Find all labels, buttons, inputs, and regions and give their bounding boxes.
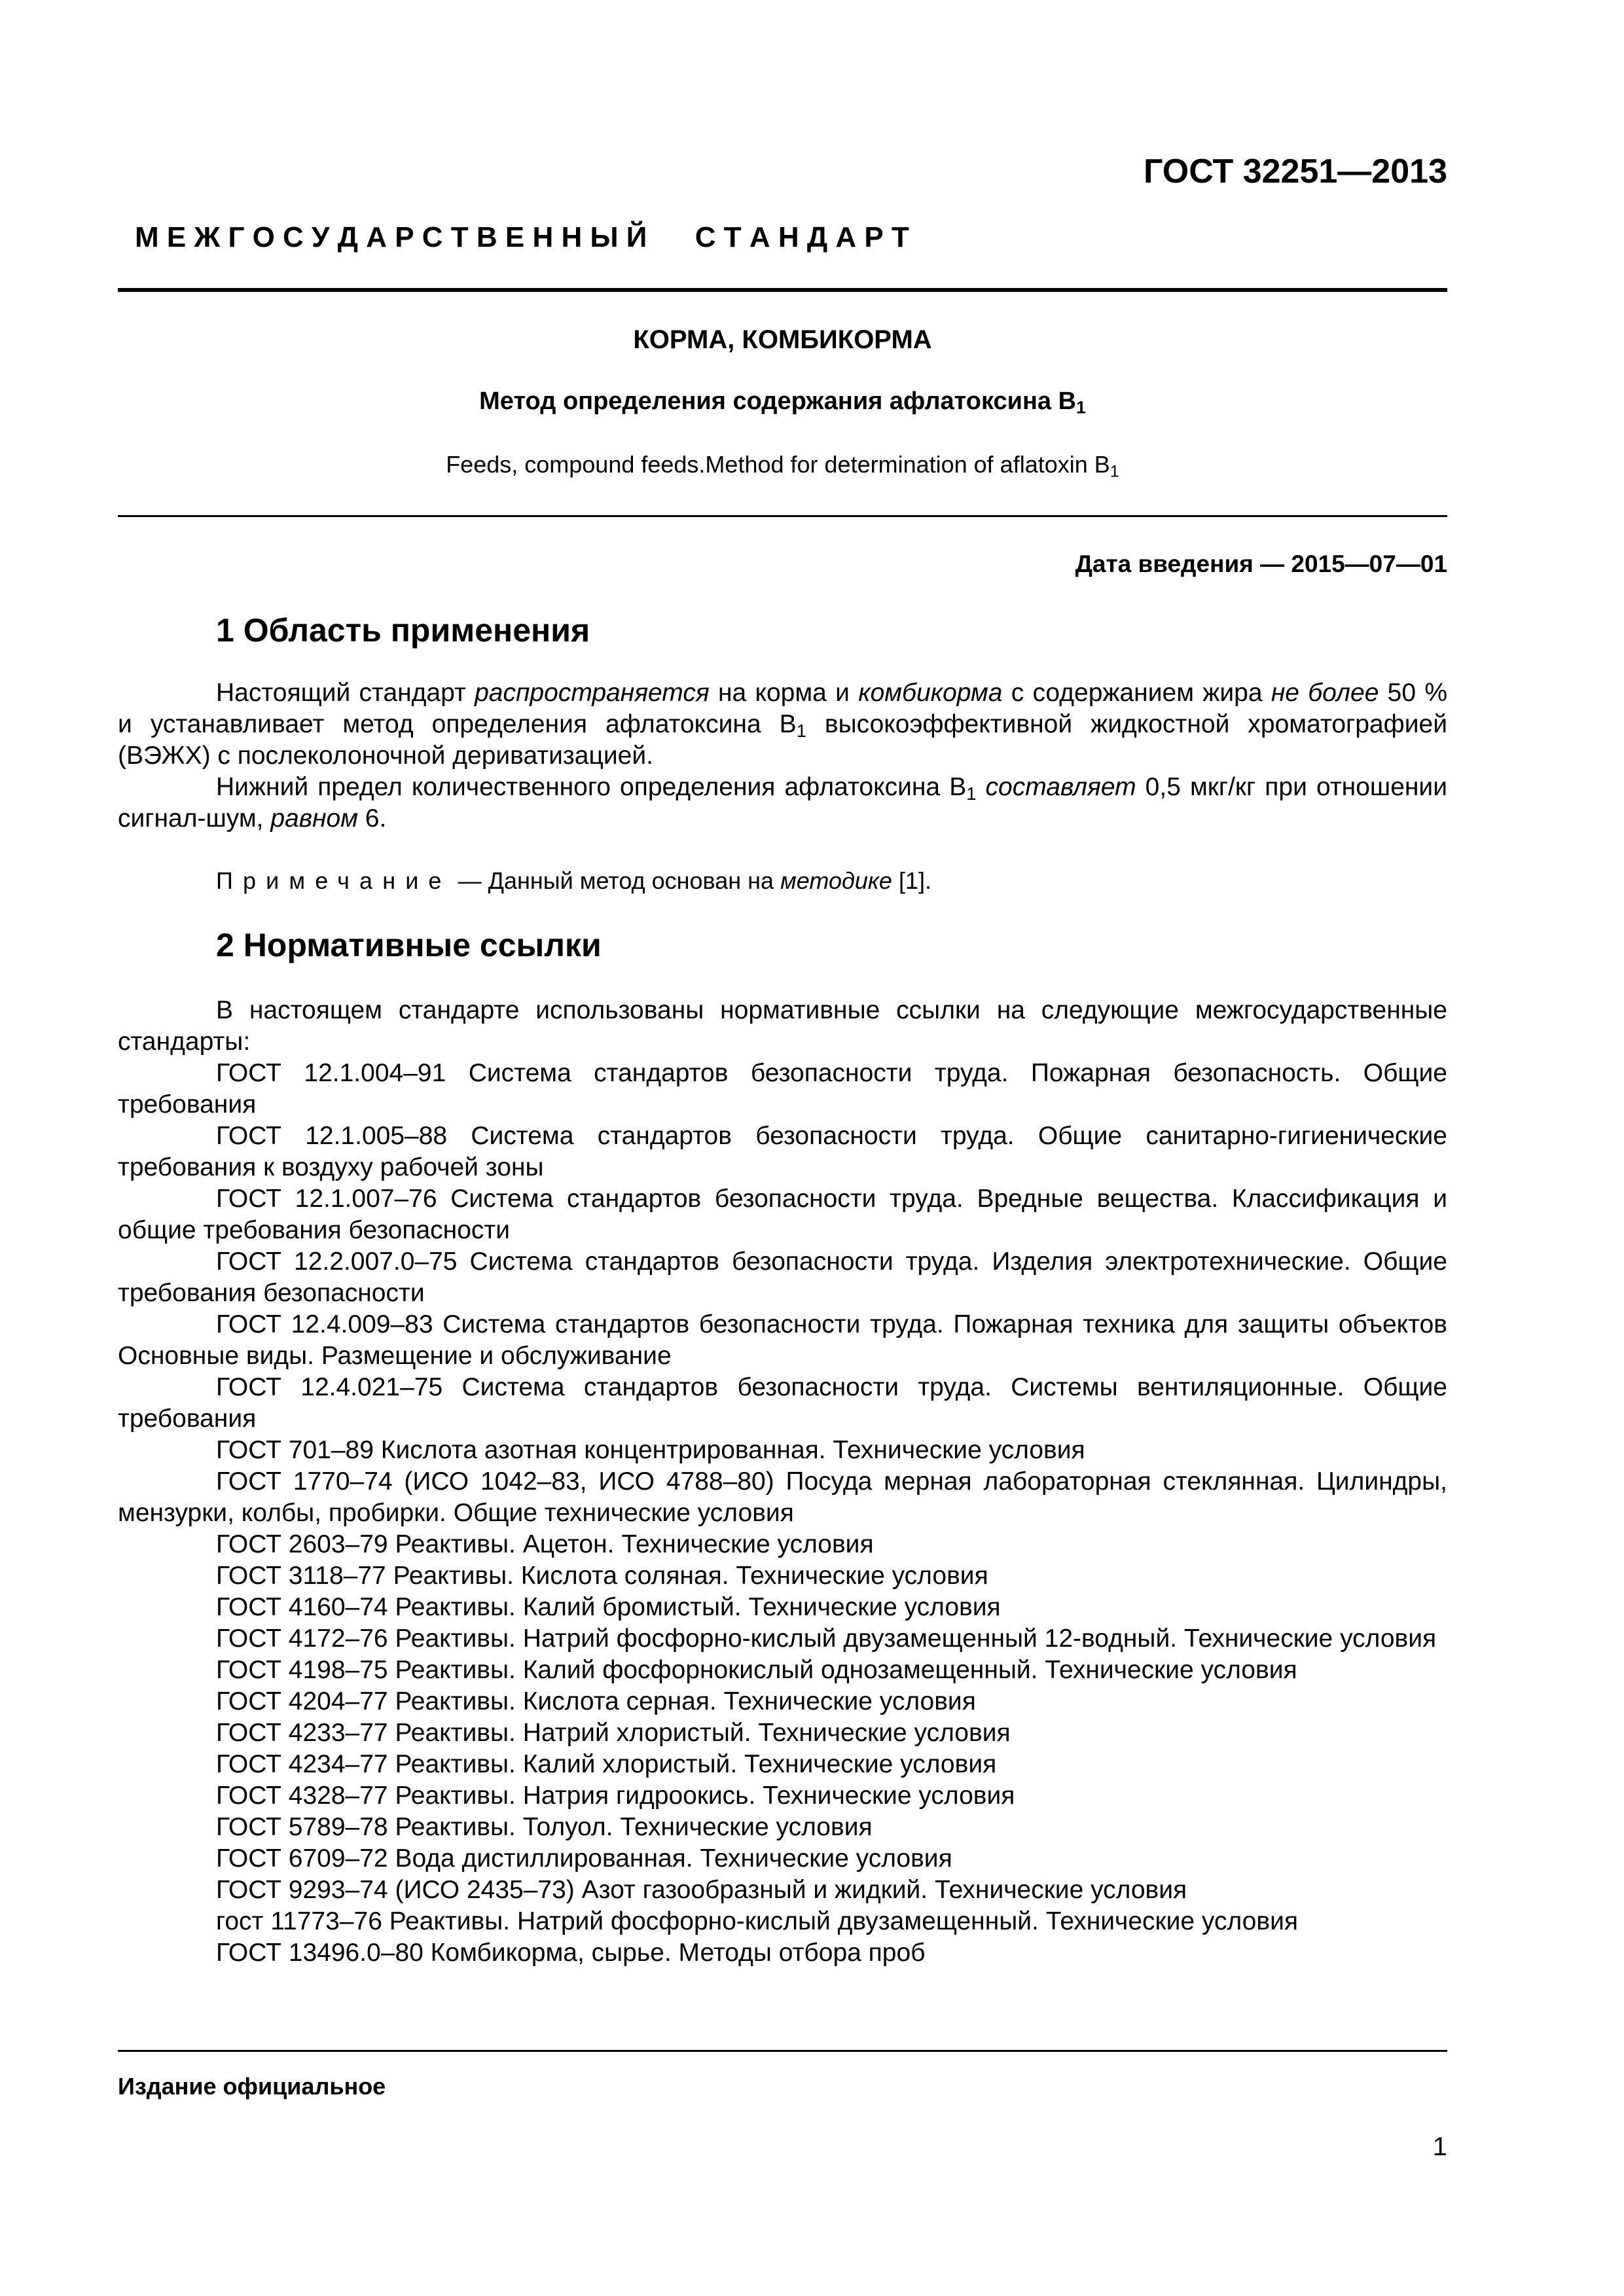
section-1-heading: 1 Область применения xyxy=(216,612,590,649)
subscript: 1 xyxy=(796,720,806,741)
english-title-subscript: 1 xyxy=(1110,462,1119,481)
introduction-date: Дата введения — 2015—07—01 xyxy=(1075,550,1447,577)
note-text: [1]. xyxy=(892,867,931,894)
reference-item: ГОСТ 6709–72 Вода дистиллированная. Технические условия xyxy=(216,1844,952,1873)
subtitle-text: Метод определения содержания афлатоксина В xyxy=(479,387,1077,415)
reference-item: ГОСТ 12.1.005–88 Система стандартов безопасности труда. Общие санитарно-гигиенические требования к воздуху рабочей зоны xyxy=(118,1122,1447,1181)
text-run-italic: комбикорма xyxy=(858,679,1003,707)
section-1-note xyxy=(216,865,1447,897)
references-intro: В настоящем стандарте использованы нормативные ссылки на следующие межгосударственные стандарты: xyxy=(118,996,1447,1056)
text-run: Нижний предел количественного определения афлатоксина В xyxy=(216,773,967,801)
standard-type-banner: М Е Ж Г О С У Д А Р С Т В Е Н Н Ы Й С Т А Н Д А Р Т xyxy=(135,221,909,253)
english-title-text: Feeds, compound feeds.Method for determination of aflatoxin B xyxy=(446,451,1110,478)
reference-item: ГОСТ 2603–79 Реактивы. Ацетон. Технические условия xyxy=(216,1530,874,1558)
page-number: 1 xyxy=(1432,2132,1447,2161)
text-run: 6. xyxy=(357,804,387,833)
text-run: Настоящий стандарт xyxy=(216,679,475,707)
header-thick-rule xyxy=(118,288,1447,292)
text-run: 50 % и устанавливает метод определения афлатоксина В xyxy=(118,679,1447,738)
footer-rule xyxy=(118,2050,1447,2052)
subtitle-subscript: 1 xyxy=(1076,397,1086,418)
text-run-italic: распространяется xyxy=(475,679,710,707)
text-run: высокоэффективной жидкостной хроматографией (ВЭЖХ) с послеколоночной дериватизацией. xyxy=(118,710,1447,770)
reference-item: ГОСТ 701–89 Кислота азотная концентрированная. Технические условия xyxy=(216,1436,1085,1464)
reference-item: гост 11773–76 Реактивы. Натрий фосфорно-кислый двузамещенный. Технические условия xyxy=(216,1907,1298,1935)
reference-item: ГОСТ 5789–78 Реактивы. Толуол. Технические условия xyxy=(216,1813,873,1841)
text-run-italic: составляет xyxy=(985,773,1136,801)
reference-item: ГОСТ 4234–77 Реактивы. Калий хлористый. Технические условия xyxy=(216,1750,997,1778)
reference-item: ГОСТ 12.1.007–76 Система стандартов безопасности труда. Вредные вещества. Классификация и общие требования безопасности xyxy=(118,1185,1447,1244)
document-subtitle xyxy=(118,385,1447,418)
note-label: Примечание xyxy=(216,867,452,894)
text-run: с содержанием жира xyxy=(1002,679,1271,707)
reference-item: ГОСТ 3118–77 Реактивы. Кислота соляная. Технические условия xyxy=(216,1562,988,1590)
note-text: — Данный метод основан на xyxy=(451,867,781,894)
reference-item: ГОСТ 4233–77 Реактивы. Натрий хлористый. Технические условия xyxy=(216,1719,1011,1747)
reference-item: ГОСТ 4160–74 Реактивы. Калий бромистый. Технические условия xyxy=(216,1593,1001,1621)
reference-item: ГОСТ 4204–77 Реактивы. Кислота серная. Технические условия xyxy=(216,1687,976,1715)
normative-references xyxy=(118,995,1447,1969)
official-edition-label: Издание официальное xyxy=(118,2073,386,2100)
reference-item: ГОСТ 4198–75 Реактивы. Калий фосфорнокислый однозамещенный. Технические условия xyxy=(216,1656,1297,1684)
text-run xyxy=(976,773,985,801)
reference-item: ГОСТ 1770–74 (ИСО 1042–83, ИСО 4788–80) Посуда мерная лабораторная стеклянная. Цилиндры, мензурки, колбы, пробирки. Общие технические условия xyxy=(118,1467,1447,1527)
section-1-paragraph-2 xyxy=(118,772,1447,834)
section-1-paragraph-1 xyxy=(118,677,1447,772)
english-title xyxy=(118,449,1447,480)
text-run-italic: не более xyxy=(1271,679,1379,707)
reference-item: ГОСТ 9293–74 (ИСО 2435–73) Азот газообразный и жидкий. Технические условия xyxy=(216,1876,1187,1904)
document-number: ГОСТ 32251—2013 xyxy=(1144,152,1447,190)
reference-item: ГОСТ 12.2.007.0–75 Система стандартов безопасности труда. Изделия электротехнические. Общие требования безопасности xyxy=(118,1247,1447,1307)
reference-item: ГОСТ 13496.0–80 Комбикорма, сырье. Методы отбора проб xyxy=(216,1939,926,1967)
section-2-heading: 2 Нормативные ссылки xyxy=(216,927,602,963)
note-text-italic: методике xyxy=(780,867,892,894)
text-run: 0,5 мкг/кг при отношении сигнал-шум, xyxy=(118,773,1447,833)
reference-item: ГОСТ 12.4.009–83 Система стандартов безопасности труда. Пожарная техника для защиты объектов Основные виды. Размещение и обслуживание xyxy=(118,1310,1447,1370)
reference-item: ГОСТ 12.4.021–75 Система стандартов безопасности труда. Системы вентиляционные. Общие требования xyxy=(118,1373,1447,1433)
document-title: КОРМА, КОМБИКОРМА xyxy=(633,325,932,354)
text-run-italic: равном xyxy=(270,804,358,833)
reference-item: ГОСТ 4328–77 Реактивы. Натрия гидроокись. Технические условия xyxy=(216,1782,1015,1810)
text-run: на корма и xyxy=(709,679,859,707)
subscript: 1 xyxy=(966,783,977,804)
reference-item: ГОСТ 4172–76 Реактивы. Натрий фосфорно-кислый двузамещенный 12-водный. Технические условия xyxy=(216,1624,1437,1653)
title-rule xyxy=(118,515,1447,517)
reference-item: ГОСТ 12.1.004–91 Система стандартов безопасности труда. Пожарная безопасность. Общие требования xyxy=(118,1059,1447,1119)
